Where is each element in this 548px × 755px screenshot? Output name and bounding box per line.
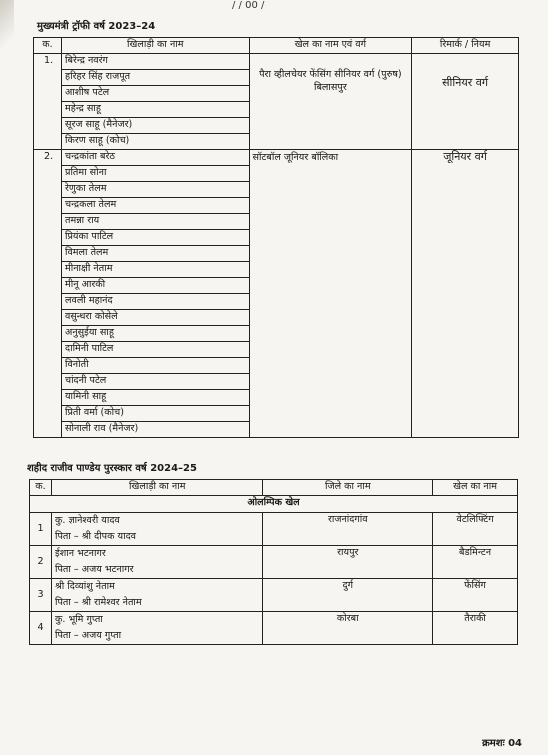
sport-cell: बैडमिन्टन xyxy=(433,546,518,579)
col-header: रिमार्क / नियम xyxy=(412,38,519,54)
player-name: मीनू आरकी xyxy=(61,278,249,294)
table-row xyxy=(30,612,518,645)
sub-header: ओलम्पिक खेल xyxy=(30,496,518,513)
sport-cell: फेंसिंग xyxy=(433,579,518,612)
award-table-body xyxy=(30,513,518,645)
player-name: हरिहर सिंह राजपूत xyxy=(61,70,249,86)
player-name: दामिनी पाटिल xyxy=(61,342,249,358)
table-row xyxy=(30,546,518,579)
awardee-name: श्री दिव्यांशु नेताम xyxy=(54,581,115,592)
player-name: अनुसुईया साहू xyxy=(61,326,249,342)
player-name: चांदनी पटेल xyxy=(61,374,249,390)
awardee-cell xyxy=(51,546,262,579)
player-name: बिरेन्द्र नवरंग xyxy=(61,54,249,70)
remark-cell: सीनियर वर्ग xyxy=(412,54,519,150)
player-name: किरण साहू (कोच) xyxy=(61,134,249,150)
serial-cell: 3 xyxy=(30,579,52,612)
player-name: प्रिती वर्मा (कोच) xyxy=(61,406,249,422)
trophy-table xyxy=(33,37,519,438)
sport-cell: तैराकी xyxy=(433,612,518,645)
col-header: खेल का नाम xyxy=(433,480,518,496)
col-header: क. xyxy=(34,38,62,54)
district-cell: कोरबा xyxy=(263,612,433,645)
district-cell: रायपुर xyxy=(263,546,433,579)
player-name: वसुन्धरा कोसेले xyxy=(61,310,249,326)
player-name: लवली महानंद xyxy=(61,294,249,310)
player-name: मीनाक्षी नेताम xyxy=(61,262,249,278)
table-row xyxy=(30,579,518,612)
serial-cell: 4 xyxy=(30,612,52,645)
col-header: खिलाड़ी का नाम xyxy=(51,480,262,496)
sport-cell: सॉटबॉल जूनियर बॉलिका xyxy=(249,150,412,438)
table-header-row xyxy=(30,480,518,496)
awardee-name: कु. भूमि गुप्ता xyxy=(54,614,103,625)
awardee-name: कु. ज्ञानेश्वरी यादव xyxy=(54,515,120,526)
sport-cell: वेटलिफ्टिंग xyxy=(433,513,518,546)
player-name: विमला तेलम xyxy=(61,246,249,262)
awardee-cell xyxy=(51,513,262,546)
player-name: सोनाली राव (मैनेजर) xyxy=(61,422,249,438)
col-header: खिलाड़ी का नाम xyxy=(61,38,249,54)
col-header: खेल का नाम एवं वर्ग xyxy=(249,38,412,54)
player-name: विनोती xyxy=(61,358,249,374)
page-fold-shadow xyxy=(0,0,14,60)
table-row xyxy=(30,513,518,546)
player-name: प्रतिमा सोना xyxy=(61,166,249,182)
player-name: तमन्ना राय xyxy=(61,214,249,230)
award-table xyxy=(29,479,518,645)
player-name: चन्द्रकला तेलम xyxy=(61,198,249,214)
section1-title: मुख्यमंत्री ट्रॉफी वर्ष 2023–24 xyxy=(37,21,156,32)
serial-cell: 1 xyxy=(30,513,52,546)
section2-title: शहीद राजीव पाण्डेय पुरस्कार वर्ष 2024–25 xyxy=(27,463,197,474)
father-name: पिता – श्री रामेश्वर नेताम xyxy=(54,597,142,608)
table-header-row xyxy=(34,38,519,54)
father-name: पिता – श्री दीपक यादव xyxy=(54,531,137,542)
remark-cell: जूनियर वर्ग xyxy=(412,150,519,438)
sport-cell: पैरा व्हीलचेयर फेंसिंग सीनियर वर्ग (पुरुष) बिलासपुर xyxy=(249,54,412,150)
district-cell: दुर्ग xyxy=(263,579,433,612)
player-name: महेन्द्र साहू xyxy=(61,102,249,118)
serial-cell: 2 xyxy=(30,546,52,579)
col-header: जिले का नाम xyxy=(263,480,433,496)
player-name: आशीष पटेल xyxy=(61,86,249,102)
serial-cell: 2. xyxy=(34,150,62,438)
district-cell: राजनांदगांव xyxy=(263,513,433,546)
table-row xyxy=(34,54,519,70)
player-name: प्रियंका पाटिल xyxy=(61,230,249,246)
father-name: पिता – अजय भटनागर xyxy=(54,564,134,575)
awardee-name: ईशान भटनागर xyxy=(54,548,106,559)
trophy-table-body xyxy=(34,54,519,438)
awardee-cell xyxy=(51,579,262,612)
player-name: सूरज साहू (मैनेजर) xyxy=(61,118,249,134)
col-header: क. xyxy=(30,480,52,496)
header-mark: / / 00 / xyxy=(232,0,265,11)
player-name: यामिनी साहू xyxy=(61,390,249,406)
father-name: पिता – अजय गुप्ता xyxy=(54,630,122,641)
page-footer: क्रमशः 04 xyxy=(482,738,522,749)
table-row xyxy=(34,150,519,166)
player-name: चन्द्रकांता बरेठ xyxy=(61,150,249,166)
awardee-cell xyxy=(51,612,262,645)
player-name: रेणुका तेलम xyxy=(61,182,249,198)
serial-cell: 1. xyxy=(34,54,62,150)
